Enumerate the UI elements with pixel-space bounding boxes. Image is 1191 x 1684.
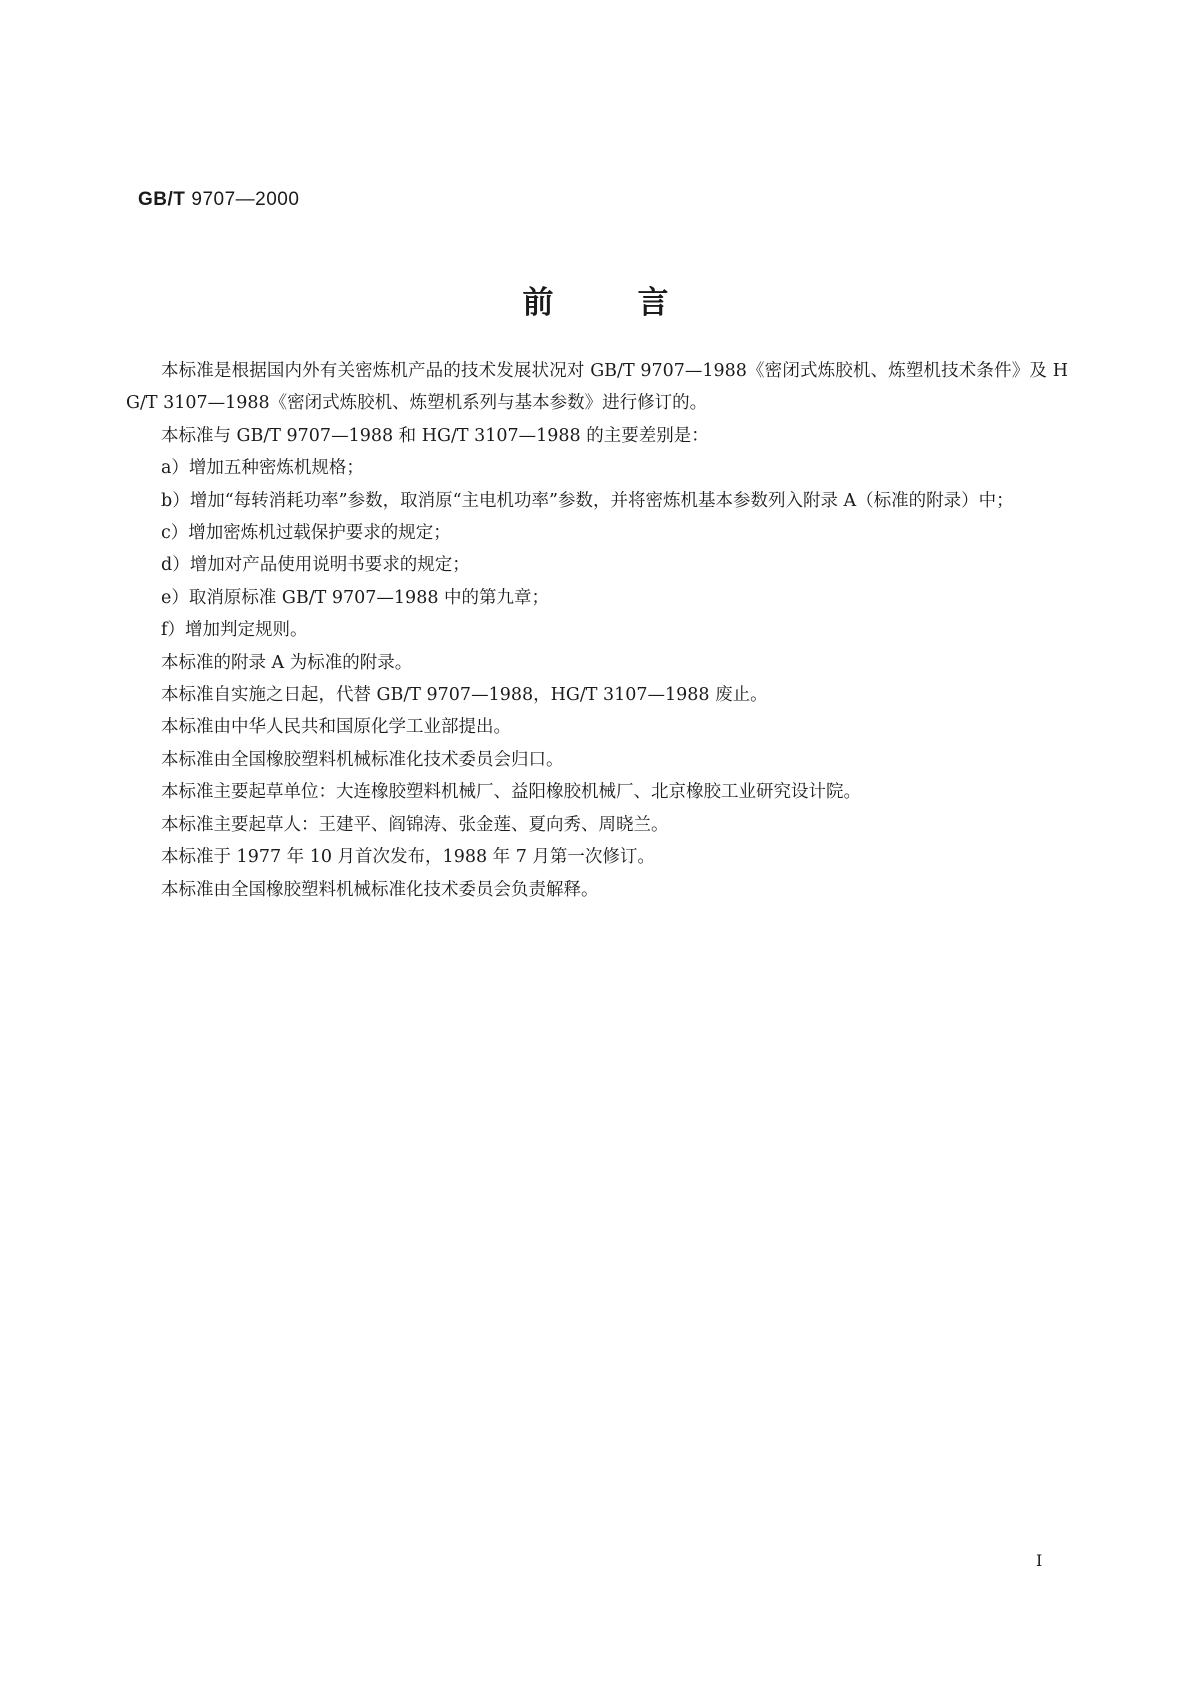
paragraph-appendix: 本标准的附录 A 为标准的附录。 xyxy=(161,652,413,673)
list-item-a: a）增加五种密炼机规格； xyxy=(161,458,364,479)
paragraph-interpretation: 本标准由全国橡胶塑料机械标准化技术委员会负责解释。 xyxy=(161,879,599,900)
paragraph-centralized-by: 本标准由全国橡胶塑料机械标准化技术委员会归口。 xyxy=(161,749,564,770)
standard-number xyxy=(138,188,299,211)
paragraph-intro: 本标准是根据国内外有关密炼机产品的技术发展状况对 GB/T 9707—1988《密闭式炼胶机、炼塑机技术条件》及 HG/T 3107—1988《密闭式炼胶机、炼塑机系列与基本参数》进行修订的。 xyxy=(126,361,1068,414)
list-item-c: c）增加密炼机过载保护要求的规定； xyxy=(161,523,451,544)
page-number: I xyxy=(1036,1551,1043,1570)
paragraph-history: 本标准于 1977 年 10 月首次发布，1988 年 7 月第一次修订。 xyxy=(161,847,655,868)
foreword-body xyxy=(126,355,1068,906)
standard-prefix: GB/T xyxy=(138,189,186,210)
list-item-e: e）取消原标准 GB/T 9707—1988 中的第九章； xyxy=(161,587,550,608)
list-item-b: b）增加“每转消耗功率”参数，取消原“主电机功率”参数，并将密炼机基本参数列入附录 A（标准的附录）中； xyxy=(161,490,1014,511)
list-item-f: f）增加判定规则。 xyxy=(161,620,308,641)
paragraph-differences: 本标准与 GB/T 9707—1988 和 HG/T 3107—1988 的主要差别是： xyxy=(161,425,709,446)
paragraph-drafters: 本标准主要起草人：王建平、阎锦涛、张金莲、夏向秀、周晓兰。 xyxy=(161,814,669,835)
paragraph-replaces: 本标准自实施之日起，代替 GB/T 9707—1988，HG/T 3107—1988 废止。 xyxy=(161,685,768,706)
paragraph-drafting-units: 本标准主要起草单位：大连橡胶塑料机械厂、益阳橡胶机械厂、北京橡胶工业研究设计院。 xyxy=(161,782,861,803)
page-title: 前言 xyxy=(522,285,753,321)
standard-code: 9707—2000 xyxy=(191,189,300,210)
list-item-d: d）增加对产品使用说明书要求的规定； xyxy=(161,555,470,576)
paragraph-proposed-by: 本标准由中华人民共和国原化学工业部提出。 xyxy=(161,717,511,738)
